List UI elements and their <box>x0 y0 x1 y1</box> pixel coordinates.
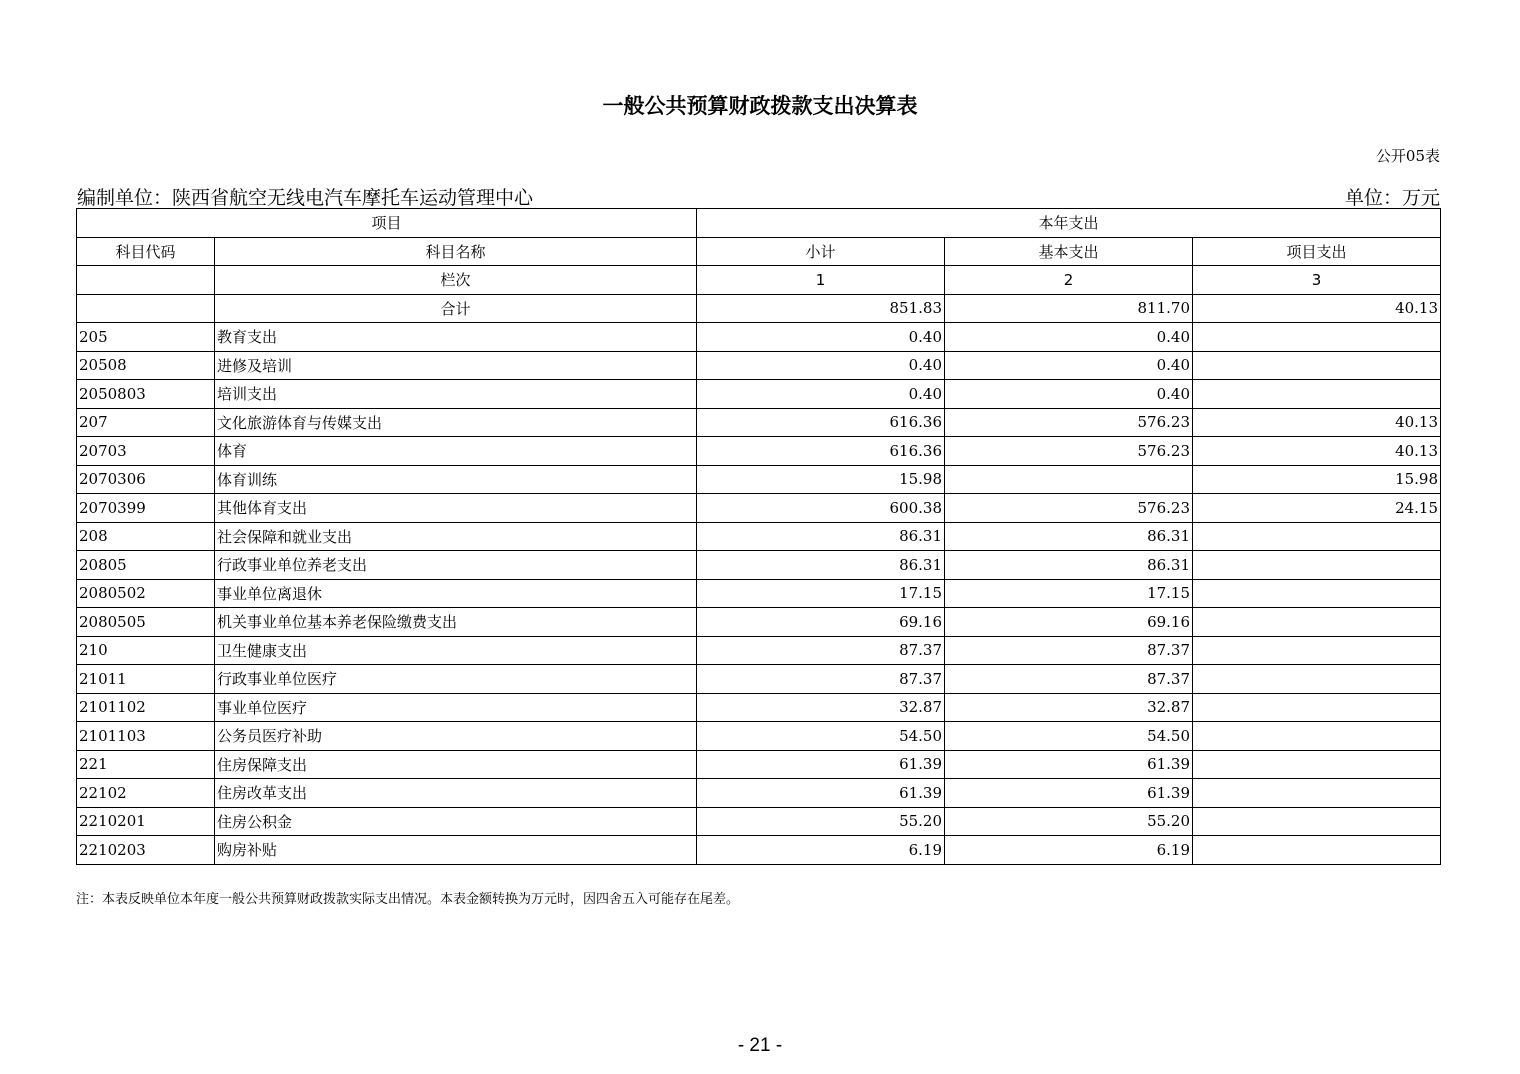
table-row <box>77 722 1441 751</box>
row-project: 15.98 <box>1193 465 1441 494</box>
row-basic: 17.15 <box>945 579 1193 608</box>
row-name: 事业单位离退休 <box>215 579 697 608</box>
row-code: 2070306 <box>77 465 215 494</box>
index-blank <box>77 266 215 295</box>
row-name: 住房改革支出 <box>215 779 697 808</box>
row-project <box>1193 665 1441 694</box>
row-code: 2210201 <box>77 807 215 836</box>
row-subtotal: 0.40 <box>697 380 945 409</box>
footnote: 注：本表反映单位本年度一般公共预算财政拨款实际支出情况。本表金额转换为万元时，因四舍五入可能存在尾差。 <box>76 892 740 907</box>
row-subtotal: 61.39 <box>697 750 945 779</box>
row-subtotal: 0.40 <box>697 351 945 380</box>
form-code: 公开05表 <box>1375 147 1440 165</box>
row-basic: 87.37 <box>945 636 1193 665</box>
index-row <box>77 266 1441 295</box>
row-code: 208 <box>77 522 215 551</box>
col-subtotal-header: 小计 <box>697 237 945 266</box>
row-code: 221 <box>77 750 215 779</box>
total-code <box>77 294 215 323</box>
total-project: 40.13 <box>1193 294 1441 323</box>
row-basic: 576.23 <box>945 437 1193 466</box>
document-title: 一般公共预算财政拨款支出决算表 <box>602 94 918 118</box>
row-project: 24.15 <box>1193 494 1441 523</box>
row-project <box>1193 636 1441 665</box>
row-basic: 69.16 <box>945 608 1193 637</box>
row-name: 其他体育支出 <box>215 494 697 523</box>
row-code: 20805 <box>77 551 215 580</box>
row-name: 教育支出 <box>215 323 697 352</box>
row-name: 社会保障和就业支出 <box>215 522 697 551</box>
header-current-year: 本年支出 <box>697 209 1441 238</box>
preparing-unit: 编制单位：陕西省航空无线电汽车摩托车运动管理中心 <box>77 187 534 209</box>
row-code: 20508 <box>77 351 215 380</box>
row-project <box>1193 551 1441 580</box>
row-basic: 61.39 <box>945 779 1193 808</box>
row-name: 机关事业单位基本养老保险缴费支出 <box>215 608 697 637</box>
table-row <box>77 579 1441 608</box>
row-code: 2070399 <box>77 494 215 523</box>
index-label: 栏次 <box>215 266 697 295</box>
row-basic: 55.20 <box>945 807 1193 836</box>
row-name: 体育 <box>215 437 697 466</box>
table-row <box>77 636 1441 665</box>
row-project <box>1193 693 1441 722</box>
table-row <box>77 494 1441 523</box>
row-project <box>1193 522 1441 551</box>
row-basic: 0.40 <box>945 323 1193 352</box>
row-project <box>1193 750 1441 779</box>
row-subtotal: 15.98 <box>697 465 945 494</box>
row-name: 文化旅游体育与传媒支出 <box>215 408 697 437</box>
row-project <box>1193 351 1441 380</box>
row-name: 卫生健康支出 <box>215 636 697 665</box>
table-row <box>77 608 1441 637</box>
row-subtotal: 55.20 <box>697 807 945 836</box>
row-code: 2080502 <box>77 579 215 608</box>
row-name: 行政事业单位养老支出 <box>215 551 697 580</box>
row-name: 行政事业单位医疗 <box>215 665 697 694</box>
row-project <box>1193 807 1441 836</box>
table-row <box>77 522 1441 551</box>
table-row <box>77 807 1441 836</box>
row-code: 2210203 <box>77 836 215 865</box>
table-row <box>77 351 1441 380</box>
table-row <box>77 750 1441 779</box>
col-project-header: 项目支出 <box>1193 237 1441 266</box>
row-basic: 86.31 <box>945 522 1193 551</box>
row-basic: 576.23 <box>945 408 1193 437</box>
row-project <box>1193 323 1441 352</box>
row-basic <box>945 465 1193 494</box>
header-row-2 <box>77 237 1441 266</box>
row-basic: 6.19 <box>945 836 1193 865</box>
row-name: 住房保障支出 <box>215 750 697 779</box>
row-project <box>1193 836 1441 865</box>
col-basic-header: 基本支出 <box>945 237 1193 266</box>
index-2: 2 <box>945 266 1193 295</box>
row-name: 公务员医疗补助 <box>215 722 697 751</box>
row-project <box>1193 722 1441 751</box>
row-name: 体育训练 <box>215 465 697 494</box>
row-project <box>1193 608 1441 637</box>
row-name: 事业单位医疗 <box>215 693 697 722</box>
row-name: 进修及培训 <box>215 351 697 380</box>
table-row <box>77 693 1441 722</box>
row-subtotal: 87.37 <box>697 636 945 665</box>
row-project: 40.13 <box>1193 437 1441 466</box>
row-code: 2101102 <box>77 693 215 722</box>
col-code-header: 科目代码 <box>77 237 215 266</box>
header-project: 项目 <box>77 209 697 238</box>
row-basic: 54.50 <box>945 722 1193 751</box>
row-subtotal: 17.15 <box>697 579 945 608</box>
page-number: - 21 - <box>737 1035 783 1056</box>
budget-table <box>76 208 1441 865</box>
row-subtotal: 6.19 <box>697 836 945 865</box>
table-row <box>77 408 1441 437</box>
header-row-1 <box>77 209 1441 238</box>
index-1: 1 <box>697 266 945 295</box>
table-row <box>77 665 1441 694</box>
row-basic: 87.37 <box>945 665 1193 694</box>
total-label: 合计 <box>215 294 697 323</box>
row-name: 住房公积金 <box>215 807 697 836</box>
row-subtotal: 86.31 <box>697 522 945 551</box>
table-row <box>77 779 1441 808</box>
row-code: 205 <box>77 323 215 352</box>
total-basic: 811.70 <box>945 294 1193 323</box>
row-code: 210 <box>77 636 215 665</box>
row-subtotal: 616.36 <box>697 408 945 437</box>
row-name: 购房补贴 <box>215 836 697 865</box>
row-code: 2050803 <box>77 380 215 409</box>
row-subtotal: 616.36 <box>697 437 945 466</box>
row-subtotal: 61.39 <box>697 779 945 808</box>
row-basic: 86.31 <box>945 551 1193 580</box>
row-subtotal: 0.40 <box>697 323 945 352</box>
row-basic: 61.39 <box>945 750 1193 779</box>
row-code: 22102 <box>77 779 215 808</box>
col-name-header: 科目名称 <box>215 237 697 266</box>
row-code: 207 <box>77 408 215 437</box>
row-subtotal: 86.31 <box>697 551 945 580</box>
meta-row <box>77 183 1440 207</box>
row-subtotal: 87.37 <box>697 665 945 694</box>
row-code: 2101103 <box>77 722 215 751</box>
currency-unit: 单位：万元 <box>1344 187 1440 209</box>
row-project <box>1193 380 1441 409</box>
row-basic: 576.23 <box>945 494 1193 523</box>
row-name: 培训支出 <box>215 380 697 409</box>
row-subtotal: 600.38 <box>697 494 945 523</box>
row-code: 21011 <box>77 665 215 694</box>
row-subtotal: 54.50 <box>697 722 945 751</box>
row-basic: 32.87 <box>945 693 1193 722</box>
row-subtotal: 69.16 <box>697 608 945 637</box>
total-row <box>77 294 1441 323</box>
row-project <box>1193 779 1441 808</box>
row-project <box>1193 579 1441 608</box>
table-row <box>77 437 1441 466</box>
row-code: 2080505 <box>77 608 215 637</box>
row-basic: 0.40 <box>945 380 1193 409</box>
table-row <box>77 323 1441 352</box>
table-row <box>77 380 1441 409</box>
index-3: 3 <box>1193 266 1441 295</box>
row-project: 40.13 <box>1193 408 1441 437</box>
table-row <box>77 465 1441 494</box>
row-basic: 0.40 <box>945 351 1193 380</box>
total-subtotal: 851.83 <box>697 294 945 323</box>
row-code: 20703 <box>77 437 215 466</box>
table-row <box>77 551 1441 580</box>
table-row <box>77 836 1441 865</box>
row-subtotal: 32.87 <box>697 693 945 722</box>
